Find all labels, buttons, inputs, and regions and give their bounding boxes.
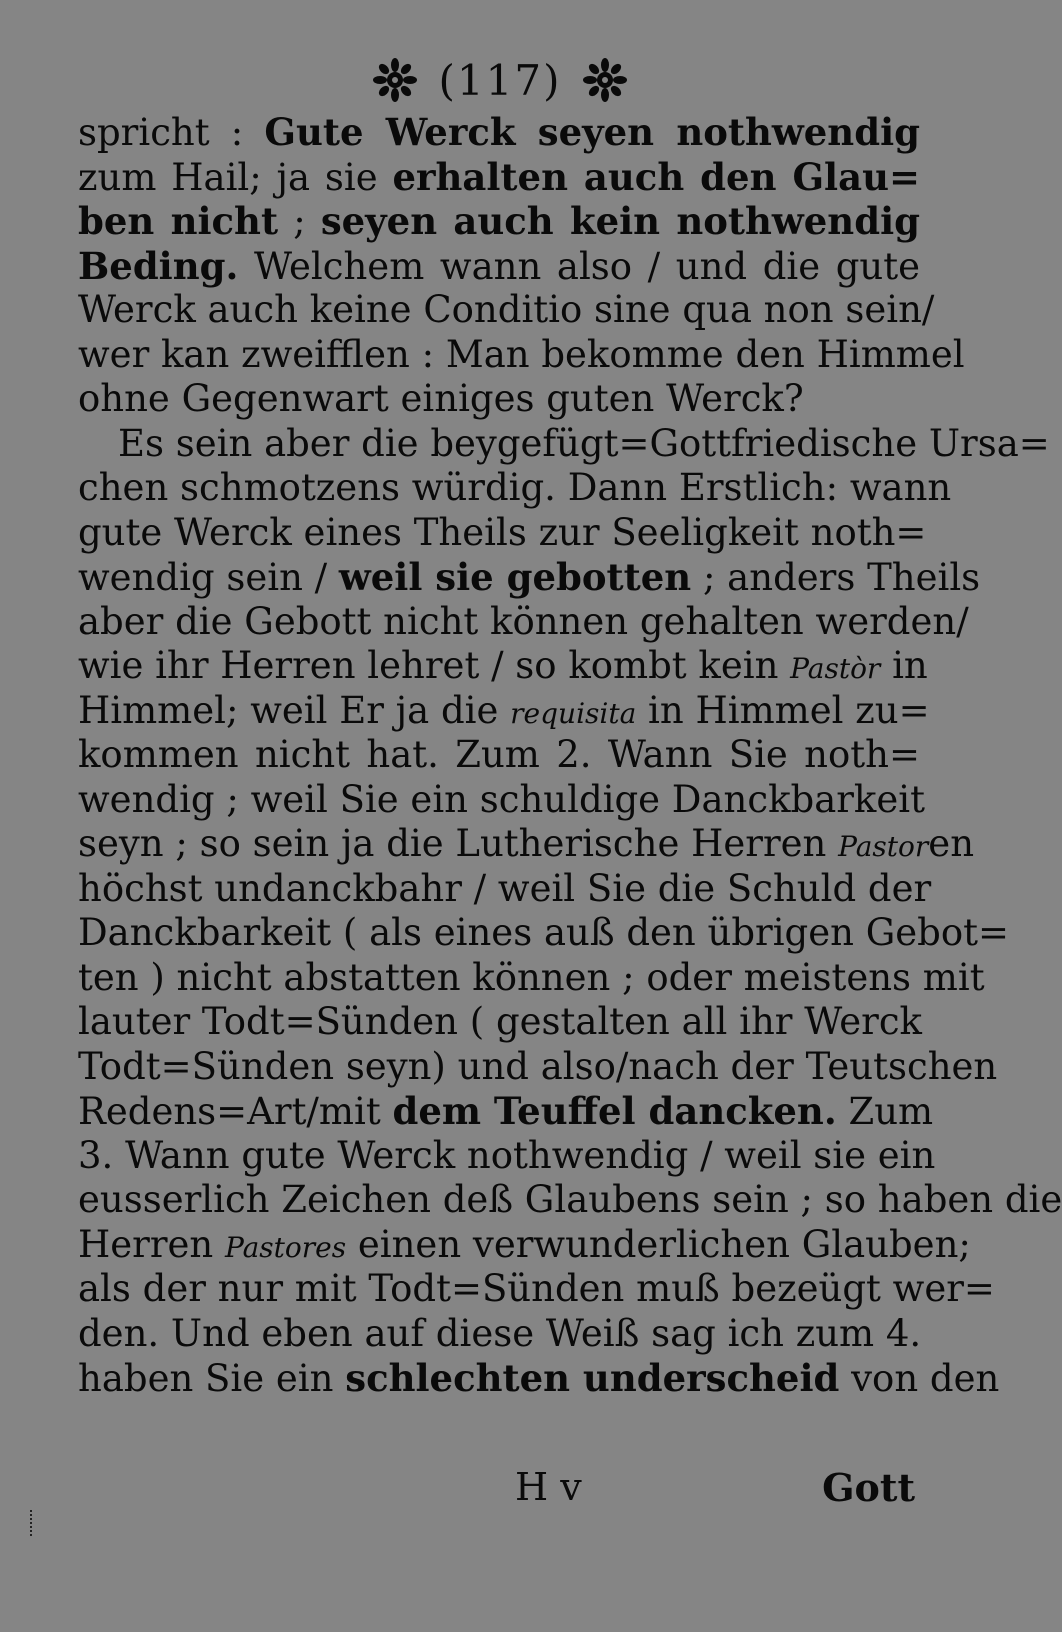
text-line [78,1133,936,1179]
text-segment: den. Und eben auf diese Weiß sag ich zum 4. [78,1311,922,1355]
text-segment: von den [839,1357,1000,1400]
text-line [78,1089,934,1134]
text-segment: einen verwunderlichen Glauben; [346,1222,971,1266]
text-line [78,733,920,778]
text-segment: wer kan zweifflen : Man bekomme den Himmel [78,332,965,376]
text-segment: chen schmotzens würdig. Dann Erstlich: wann [78,466,952,509]
text-segment: lauter Todt=Sünden ( gestalten all ihr Werck [78,1000,922,1043]
text-segment: höchst undanckbahr / weil Sie die Schuld der [78,866,932,910]
text-line [78,199,920,244]
left-ornament-icon [373,58,417,102]
text-segment: als der nur mit Todt=Sünden muß bezeügt wer= [78,1267,995,1310]
text-segment: ohne Gegenwart einiges guten Werck? [78,377,804,420]
text-line [78,955,985,1001]
text-segment: in [880,644,928,687]
text-line [78,1222,971,1268]
text-segment: 3. Wann gute Werck nothwendig / weil sie ein [78,1133,936,1177]
body-text [78,110,1062,1401]
text-line [78,1267,995,1312]
text-line [78,1356,1000,1401]
text-segment: eusserlich Zeichen deß Glaubens sein ; so haben die [78,1178,1062,1221]
text-line [78,288,935,333]
text-segment: Redens=Art/mit [78,1090,393,1133]
text-line [78,377,920,422]
text-line [78,822,975,867]
text-line [78,777,925,823]
text-segment: zum Hail; ja sie [78,155,393,199]
text-segment: Zum [836,1090,934,1133]
text-line [78,155,920,200]
text-segment: Gute Werck seyen nothwendig [264,110,921,154]
text-segment: kommen nicht hat. Zum 2. Wann Sie noth= [78,733,920,776]
text-line [78,688,930,734]
text-segment: erhalten auch den Glau= [392,154,920,199]
text-line [78,466,952,511]
page-number: (117) [438,55,562,105]
text-segment: dem Teuffel dancken. [392,1089,837,1133]
text-line [78,1178,1062,1223]
text-segment: seyn ; so sein ja die Lutherische Herren [78,822,839,865]
text-segment: spricht : [78,111,265,154]
text-segment: ; anders Theils [691,556,981,599]
text-line [78,110,920,155]
catchword: Gott [822,1465,915,1510]
text-segment: Es sein aber die beygefügt=Gottfriedische Ursa= [118,421,1050,465]
text-segment: schlechten underscheid [345,1356,840,1400]
text-segment: seyen auch kein nothwendig [320,199,921,243]
text-line [78,866,932,912]
signature-mark: H v [515,1465,582,1509]
text-line [78,911,1009,956]
text-line [78,644,928,689]
text-line [78,1312,920,1357]
text-line [78,244,920,289]
text-segment: Pastores [225,1230,347,1264]
text-segment: ten ) nicht abstatten können ; oder meistens mit [78,955,985,999]
text-segment: ; [278,200,321,243]
text-segment: Todt=Sünden seyn) und also/nach der Teutschen [78,1044,998,1088]
text-segment: requisita [510,696,637,730]
text-segment: ben nicht [78,199,279,243]
text-segment: wendig sein / [78,556,339,599]
page-header [0,50,1000,110]
margin-speck [30,1510,36,1536]
page-footer [0,1465,1000,1525]
text-segment: Herren [78,1222,226,1266]
text-line [78,555,981,600]
text-line [78,1000,920,1045]
text-segment: Danckbarkeit ( als eines auß den übrigen Gebot= [78,911,1009,954]
text-segment: en [928,822,975,865]
text-segment: wendig ; weil Sie ein schuldige Danckbarkeit [78,777,925,821]
text-segment: Beding. [78,243,239,288]
text-segment: wie ihr Herren lehret / so kombt kein [78,644,791,687]
text-line [78,510,927,556]
text-segment: Welchem wann also / und die gute [238,244,920,288]
text-segment: haben Sie ein [78,1357,346,1400]
right-ornament-icon [583,58,627,102]
text-segment: weil sie gebotten [338,555,692,599]
text-segment: Pastor [838,830,929,863]
text-line [78,599,969,645]
text-segment: gute Werck eines Theils zur Seeligkeit noth= [78,510,927,554]
text-line [78,332,965,378]
text-line [78,1044,998,1090]
text-segment: Werck auch keine Conditio sine qua non sein/ [78,288,935,331]
text-segment: Himmel; weil Er ja die [78,688,511,732]
text-line [78,421,1050,467]
text-segment: in Himmel zu= [636,688,930,732]
text-segment: aber die Gebott nicht können gehalten werden/ [78,599,969,643]
text-segment: Pastòr [790,652,881,685]
